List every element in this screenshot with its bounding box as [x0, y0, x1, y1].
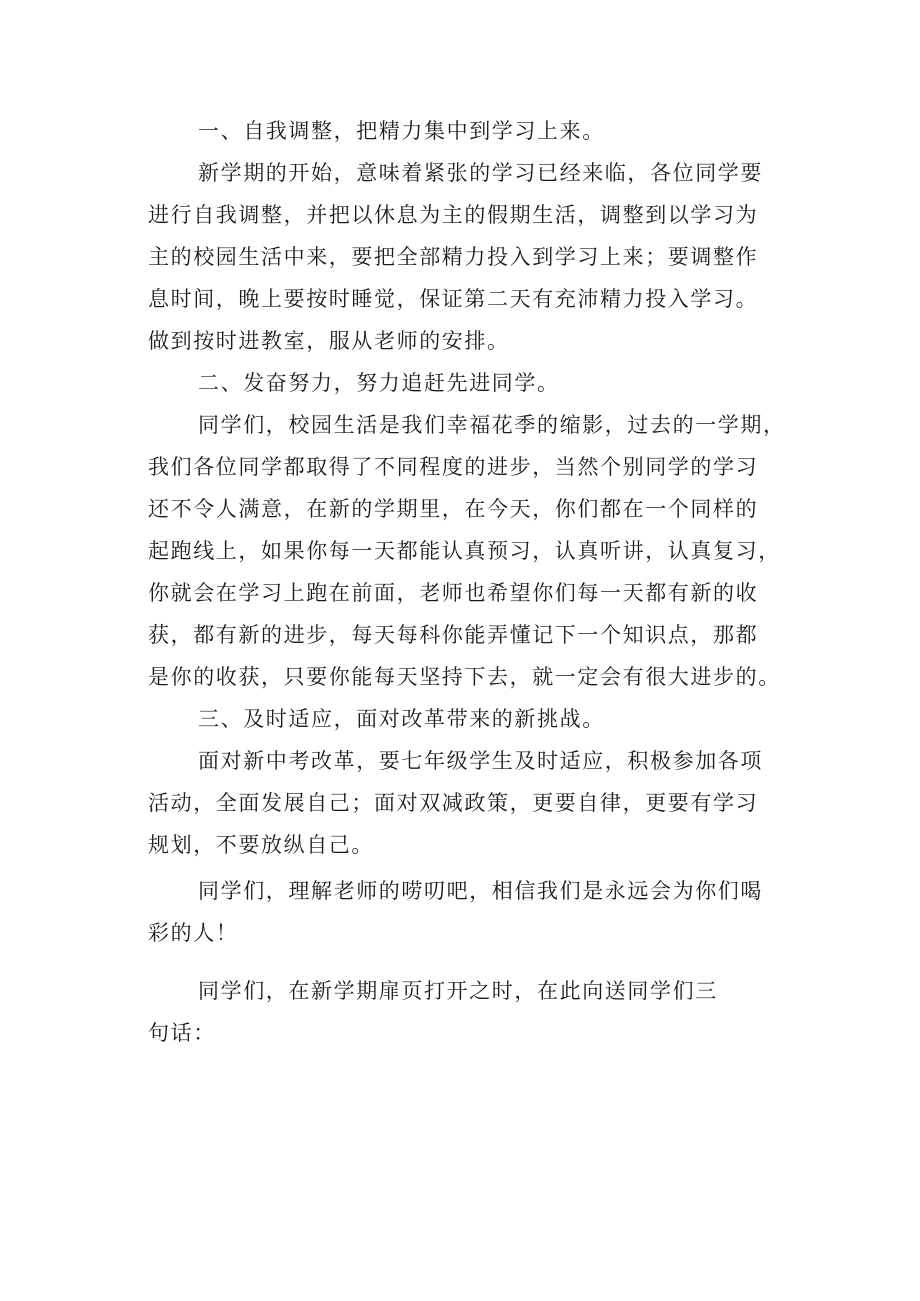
paragraph-line: 息时间，晚上要按时睡觉，保证第二天有充沛精力投入学习。	[148, 287, 759, 311]
paragraph-line: 彩的人！	[148, 921, 239, 945]
paragraph-line: 进行自我调整，并把以休息为主的假期生活，调整到以学习为	[148, 203, 759, 227]
paragraph-line: 同学们，在新学期扉页打开之时，在此向送同学们三	[198, 979, 718, 1003]
section-heading-2: 二、发奋努力，努力追赶先进同学。	[198, 371, 560, 395]
paragraph-line: 同学们，校园生活是我们幸福花季的缩影，过去的一学期，	[198, 413, 786, 437]
paragraph-line: 规划，不要放纵自己。	[148, 833, 374, 857]
paragraph-line: 你就会在学习上跑在前面，老师也希望你们每一天都有新的收	[148, 581, 759, 605]
paragraph-line: 同学们，理解老师的唠叨吧，相信我们是永远会为你们喝	[198, 879, 763, 903]
paragraph-line: 获，都有新的进步，每天每科你能弄懂记下一个知识点，那都	[148, 623, 759, 647]
paragraph-line: 还不令人满意，在新的学期里，在今天，你们都在一个同样的	[148, 497, 759, 521]
paragraph-line: 句话：	[148, 1021, 216, 1045]
paragraph-line: 我们各位同学都取得了不同程度的进步，当然个别同学的学习	[148, 455, 759, 479]
paragraph-line: 活动，全面发展自己；面对双减政策，更要自律，更要有学习	[148, 791, 759, 815]
paragraph-line: 起跑线上，如果你每一天都能认真预习，认真听讲，认真复习，	[148, 539, 781, 563]
section-heading-1: 一、自我调整，把精力集中到学习上来。	[198, 119, 605, 143]
paragraph-line: 面对新中考改革，要七年级学生及时适应，积极参加各项	[198, 749, 763, 773]
paragraph-line: 是你的收获，只要你能每天坚持下去，就一定会有很大进步的。	[148, 665, 781, 689]
section-heading-3: 三、及时适应，面对改革带来的新挑战。	[198, 707, 605, 731]
paragraph-line: 新学期的开始，意味着紧张的学习已经来临，各位同学要	[198, 161, 763, 185]
document-body	[148, 110, 788, 1054]
paragraph-line: 主的校园生活中来，要把全部精力投入到学习上来；要调整作	[148, 245, 759, 269]
paragraph-line: 做到按时进教室，服从老师的安排。	[148, 329, 510, 353]
